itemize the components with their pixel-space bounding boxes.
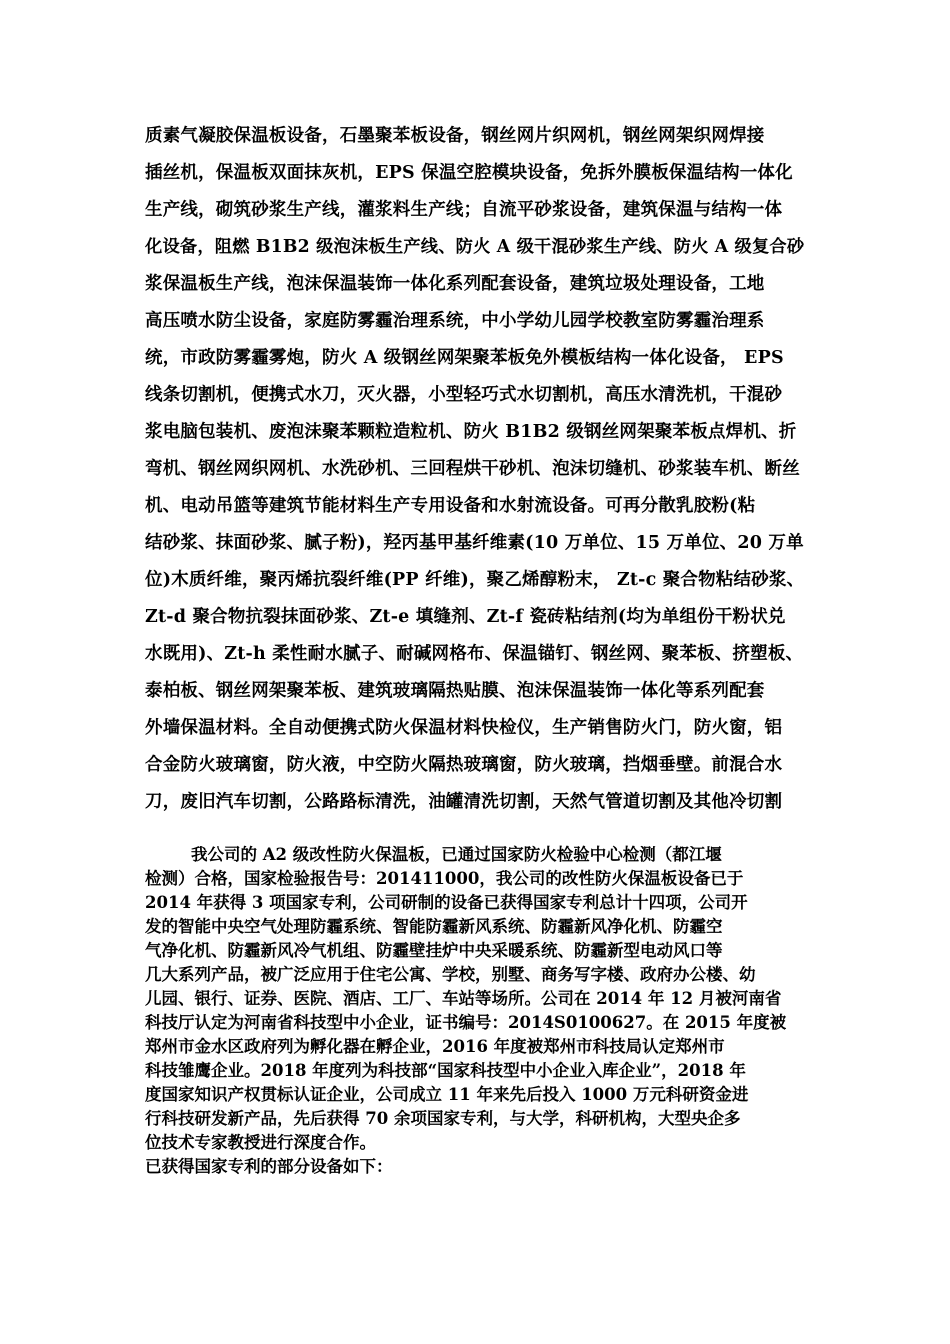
- text-line: 科技厅认定为河南省科技型中小企业，证书编号：2014S0100627。在 2015 年度被: [145, 1013, 787, 1032]
- equipment-list-paragraph: [145, 118, 809, 821]
- text-line: Zt-d 聚合物抗裂抹面砂浆、Zt-e 填缝剂、Zt-f 瓷砖粘结剂(均为单组份干粉状兑: [145, 607, 786, 627]
- text-line: 我公司的 A2 级改性防火保温板，已通过国家防火检验中心检测（都江堰: [145, 845, 722, 864]
- text-line: 水既用)、Zt-h 柔性耐水腻子、耐碱网格布、保温锚钉、钢丝网、聚苯板、挤塑板、: [145, 644, 804, 664]
- text-line: 刀，废旧汽车切割，公路路标清洗，油罐清洗切割，天然气管道切割及其他冷切割: [145, 792, 783, 812]
- text-line: 科技雏鹰企业。2018 年度列为科技部“国家科技型中小企业入库企业”，2018 年: [145, 1061, 746, 1080]
- text-line: 检测）合格，国家检验报告号：201411000，我公司的改性防火保温板设备已于: [145, 869, 744, 888]
- text-line: 行科技研发新产品，先后获得 70 余项国家专利，与大学，科研机构，大型央企多: [145, 1109, 741, 1128]
- text-line: 浆保温板生产线，泡沫保温装饰一体化系列配套设备，建筑垃圾处理设备，工地: [145, 274, 765, 294]
- text-line: 度国家知识产权贯标认证企业，公司成立 11 年来先后投入 1000 万元科研资金进: [145, 1085, 749, 1104]
- text-line: 气净化机、防霾新风冷气机组、防霾壁挂炉中央采暖系统、防霾新型电动风口等: [145, 941, 723, 960]
- text-line: 质素气凝胶保温板设备，石墨聚苯板设备，钢丝网片织网机，钢丝网架织网焊接: [145, 126, 765, 146]
- text-line: 机、电动吊篮等建筑节能材料生产专用设备和水射流设备。可再分散乳胶粉(粘: [145, 496, 756, 516]
- text-line: 统，市政防雾霾雾炮，防火 A 级钢丝网架聚苯板免外模板结构一体化设备， EPS: [145, 348, 784, 368]
- text-line: 化设备，阻燃 B1B2 级泡沫板生产线、防火 A 级干混砂浆生产线、防火 A 级复合砂: [145, 237, 805, 257]
- text-line: 结砂浆、抹面砂浆、腻子粉)，羟丙基甲基纤维素(10 万单位、15 万单位、20 万单: [145, 533, 804, 553]
- text-line: 位技术专家教授进行深度合作。: [145, 1133, 376, 1152]
- text-line: 浆电脑包装机、废泡沫聚苯颗粒造粒机、防火 B1B2 级钢丝网架聚苯板点焊机、折: [145, 422, 797, 442]
- text-line: 儿园、银行、证券、医院、酒店、工厂、车站等场所。公司在 2014 年 12 月被河南省: [145, 989, 782, 1008]
- text-line: 郑州市金水区政府列为孵化器在孵企业，2016 年度被郑州市科技局认定郑州市: [145, 1037, 725, 1056]
- text-line: 位)木质纤维，聚丙烯抗裂纤维(PP 纤维)，聚乙烯醇粉末， Zt-c 聚合物粘结砂浆、: [145, 570, 805, 590]
- patent-list-heading: 已获得国家专利的部分设备如下：: [145, 1157, 393, 1176]
- text-line: 弯机、钢丝网织网机、水洗砂机、三回程烘干砂机、泡沫切缝机、砂浆装车机、断丝: [145, 459, 800, 479]
- text-line: 几大系列产品，被广泛应用于住宅公寓、学校，别墅、商务写字楼、政府办公楼、幼: [145, 965, 756, 984]
- company-intro-paragraph: [145, 843, 809, 1179]
- text-line: 插丝机，保温板双面抹灰机，EPS 保温空腔模块设备，免拆外膜板保温结构一体化: [145, 163, 793, 183]
- text-line: 2014 年获得 3 项国家专利，公司研制的设备已获得国家专利总计十四项，公司开: [145, 893, 748, 912]
- text-line: 高压喷水防尘设备，家庭防雾霾治理系统，中小学幼儿园学校教室防雾霾治理系: [145, 311, 765, 331]
- text-line: 泰柏板、钢丝网架聚苯板、建筑玻璃隔热贴膜、泡沫保温装饰一体化等系列配套: [145, 681, 765, 701]
- text-line: 线条切割机，便携式水刀，灭火器，小型轻巧式水切割机，高压水清洗机，干混砂: [145, 385, 783, 405]
- text-line: 生产线，砌筑砂浆生产线，灌浆料生产线；自流平砂浆设备，建筑保温与结构一体: [145, 200, 783, 220]
- text-line: 合金防火玻璃窗，防火液，中空防火隔热玻璃窗，防火玻璃，挡烟垂壁。前混合水: [145, 755, 783, 775]
- text-line: 发的智能中央空气处理防霾系统、智能防霾新风系统、防霾新风净化机、防霾空: [145, 917, 723, 936]
- text-line: 外墙保温材料。全自动便携式防火保温材料快检仪，生产销售防火门，防火窗，铝: [145, 718, 783, 738]
